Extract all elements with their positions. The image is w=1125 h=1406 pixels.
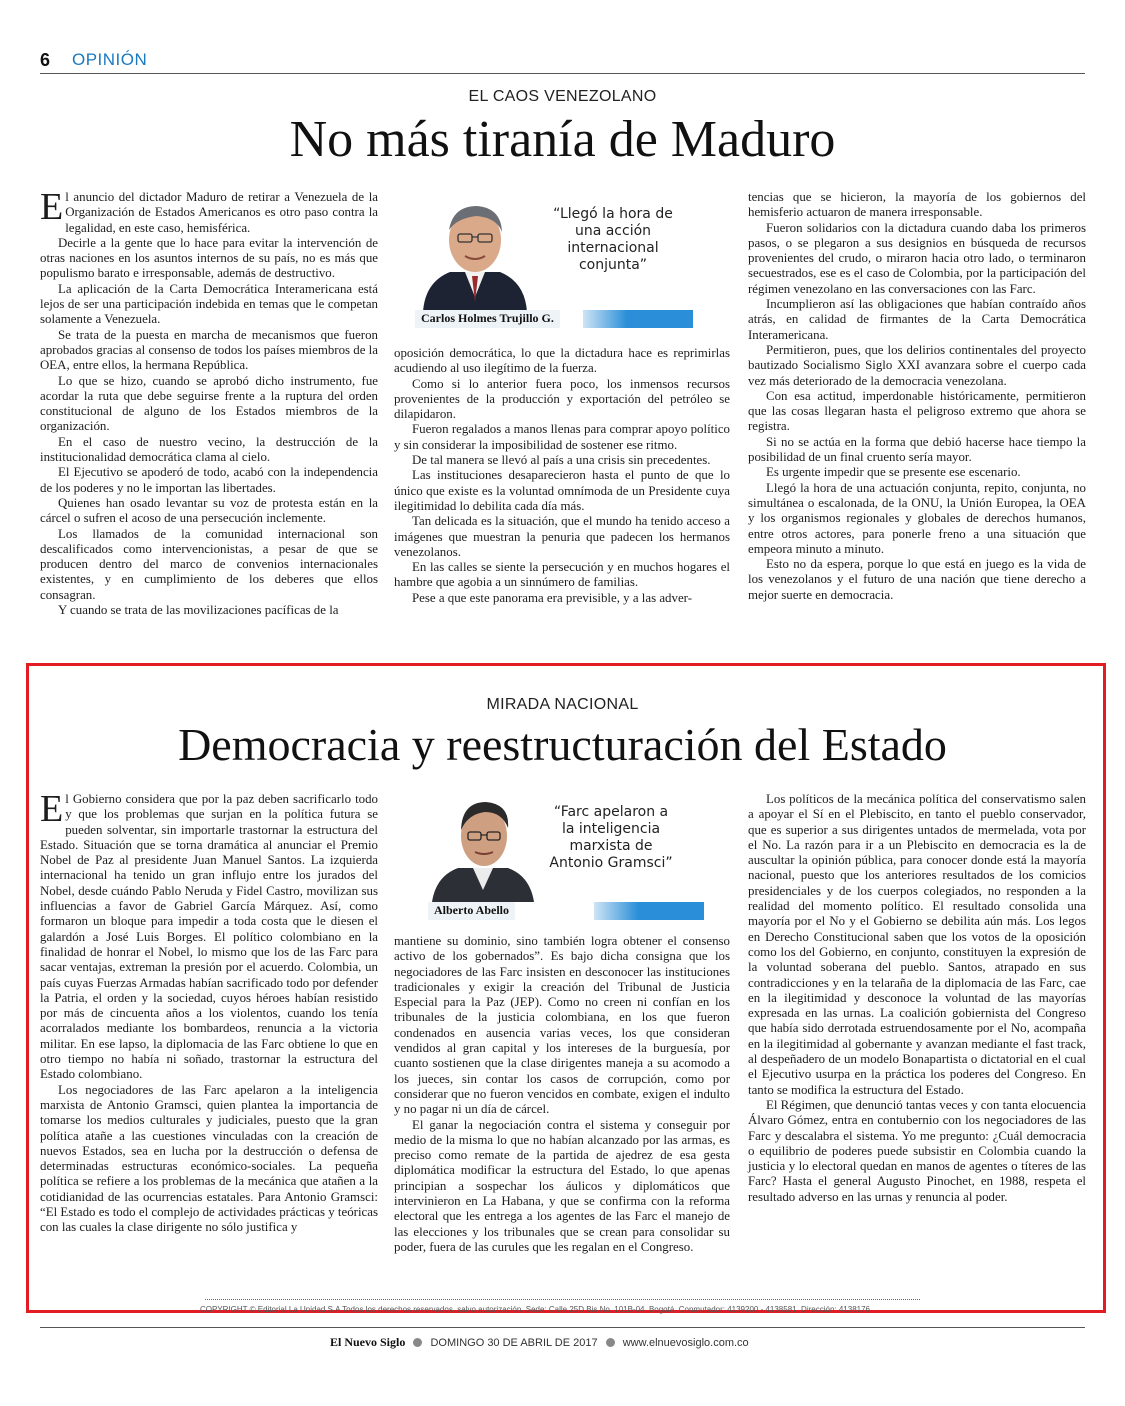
article-mirada-nacional (40, 696, 1085, 1296)
paragraph: Si no se actúa en la forma que debió hacerse hace tiempo la posibilidad de un final cruento sería mayor. (748, 434, 1086, 465)
paragraph: Se trata de la puesta en marcha de mecanismos que fueron aprobados gracias al consenso de todos los países miembros de la OEA, entre ellos, la hermana República. (40, 327, 378, 373)
page-footer (330, 1335, 749, 1350)
copyright-line: COPYRIGHT © Editorial La Unidad S.A Todos los derechos reservados, salvo autorización. Sede: Calle 25D Bis No. 101B-04, Bogotá. Conmutador: 4139200 - 4138581, Dirección: 4138176 (200, 1305, 870, 1314)
author-byline-bar (415, 310, 693, 328)
copyright-divider (205, 1299, 920, 1300)
article-column-2 (394, 934, 730, 1255)
article-column-2 (394, 346, 730, 606)
drop-cap: E (40, 788, 64, 830)
pull-quote: “Llegó la hora de una acción internacional conjunta” (553, 206, 673, 273)
paragraph: oposición democrática, lo que la dictadura hace es reprimirlas acudiendo al uso ilegítimo de la fuerza. (394, 346, 730, 376)
paragraph: Permitieron, pues, que los delirios continentales del proyecto bautizado Socialismo Siglo XXI avanzara sobre el cuerpo cada vez más deteriorado de la democracia venezolana. (748, 342, 1086, 388)
paragraph: Fueron solidarios con la dictadura cuando daba los primeros pasos, o se plegaron a sus designios en búsqueda de recursos provenientes del crudo, o miraron hacia otro lado, o terminaron secuestrados, ese es el caso de Colombia, por la participación del régimen venezolano en las conversaciones con las Farc. (748, 220, 1086, 296)
paragraph: Con esa actitud, imperdonable históricamente, permitieron que las cosas llegaran hasta el peligroso extremo que ahora se registra. (748, 388, 1086, 434)
paragraph: El anuncio del dictador Maduro de retirar a Venezuela de la Organización de Estados Americanos es otro paso contra la legalidad, en este caso, hemisférica. (40, 186, 378, 235)
paragraph: Fueron regalados a manos llenas para comprar apoyo político y sin considerar la imposibilidad de sostener ese ritmo. (394, 422, 730, 452)
byline-accent (583, 310, 693, 328)
author-photo (415, 192, 535, 312)
issue-date: DOMINGO 30 DE ABRIL DE 2017 (430, 1337, 598, 1349)
article-column-1 (40, 788, 378, 1236)
paragraph: Quienes han osado levantar su voz de protesta están en la cárcel o sufren el acoso de una persecución inclemente. (40, 495, 378, 526)
page-number: 6 (40, 50, 51, 70)
paragraph: Llegó la hora de una actuación conjunta, repito, conjunta, no simultánea o escalonada, de la ONU, la Unión Europea, la OEA y los organismos regionales y globales de derechos humanos, entre otros actores, para ponerle freno a una situación que empeora minuto a minuto. (748, 480, 1086, 556)
article-headline: No más tiranía de Maduro (289, 111, 836, 168)
article-caos-venezolano (40, 88, 1085, 658)
bullet-icon (413, 1338, 422, 1347)
paragraph: Los llamados de la comunidad internacional son descalificados como intervencionistas, a pesar de que se producen dentro del marco de convenios internacionales existentes, y en cumplimiento de los deberes que ellos consagran. (40, 526, 378, 602)
paragraph: Los políticos de la mecánica política del conservatismo salen a apoyar el Sí en el Plebiscito, en tanto el pueblo conservador, que es superior a sus dirigentes untados de mermelada, vota por el No. La razón para ir a un Plebiscito en democracia es la de auscultar la opinión pública, para conocer donde está la mayoría nacional, puesto que los anteriores resultados de los comicios presidenciales y de los cuerpos colegiados, no responden a la realidad del momento político. El resultado consolida una mayoría por el No y el Gobierno se debilita aún más. Los legos en Derecho Constitucional saben que los votos de la oposición como los del Gobierno, en conjunto, constituyen la expresión de la voluntad soberana del pueblo. Santos, atrapado en sus contradicciones y en la telaraña de la diplomacia de las Farc, cae en la ilegitimidad y desconoce la voluntad de las mayorías expresada en las urnas. La coalición gobiernista del Congreso que había sido derrotada estruendosamente por el No, acompaña en la ilegitimidad al gobernante y avanzan mediante el fast track, al despeñadero de un modelo Bonapartista o dictatorial en el cual el Ejecutivo usurpa en la práctica los poderes del Congreso. En tanto se modifica la estructura del Estado. (748, 792, 1086, 1097)
paragraph: En las calles se siente la persecución y en muchos hogares el hambre que agobia a un sinnúmero de familias. (394, 560, 730, 590)
paragraph: Decirle a la gente que lo hace para evitar la intervención de otras naciones en los asuntos internos de su país, no es más que populismo barato e irresponsable, además de destructivo. (40, 235, 378, 281)
article-column-1 (40, 186, 378, 618)
article-headline: Democracia y reestructuración del Estado (178, 719, 947, 770)
author-name: Carlos Holmes Trujillo G. (415, 310, 560, 328)
author-byline-bar (428, 902, 704, 920)
paragraph: De tal manera se llevó al país a una crisis sin precedentes. (412, 453, 711, 468)
paragraph: El ganar la negociación contra el sistema y conseguir por medio de la misma lo que no habían alcanzado por las armas, es preciso como remate de la partida de ajedrez de esa gesta diplomática modificar la estructura del Estado, lo que apenas principian a sospechar los áulicos y diplomáticos que intervinieron en La Habana, y que se confirma con la reforma electoral que les entrega a los agentes de las Farc el manejo de las elecciones y los tribunales que se crean para consolidar su poder, fuera de las curules que les regalan en el Congreso. (394, 1117, 730, 1254)
website-url: www.elnuevosiglo.com.co (622, 1337, 749, 1349)
paragraph: Pese a que este panorama era previsible, y a las adver- (412, 590, 692, 605)
paragraph: mantiene su dominio, sino también logra obtener el consenso activo de los gobernados”. Es bajo dicha consigna que los negociadores de las Farc insisten en desconocer las instituciones tradicionales y exigir la creación del Tribunal de Justicia Especial para la Paz (JEP). Como no creen ni confían en los tribunales de la justicia colombiana, en los que fueron condenados en ausencia varias veces, los que consideran vendidos al gran capital y los intereses de la burguesía, por cuanto sostienen que la clase dirigentes maneja a su acomodo a los jueces, sin contar los casos de corrupción, como por considerar que no fueron vencidos en combate, exigen el indulto y no pagar ni un día de cárcel. (394, 934, 730, 1117)
article-column-3 (748, 792, 1086, 1205)
paragraph: La aplicación de la Carta Democrática Interamericana está lejos de ser una participación indebida en temas que le competan solamente a Venezuela. (40, 281, 378, 327)
paragraph: En el caso de nuestro vecino, la destrucción de la institucionalidad democrática clama al cielo. (40, 434, 378, 465)
page-header (40, 48, 1085, 74)
byline-accent (594, 902, 704, 920)
drop-cap: E (40, 186, 64, 228)
paragraph: tencias que se hicieron, la mayoría de los gobiernos del hemisferio actuaron de manera irresponsable. (748, 190, 1086, 220)
paragraph: Las instituciones desaparecieron hasta el punto de que lo único que existe es la voluntad omnímoda de un Presidente cuya ilegitimidad lo debilita cada día más. (394, 468, 730, 513)
article-kicker: MIRADA NACIONAL (486, 696, 639, 713)
article-column-3 (748, 190, 1086, 603)
footer-rule (40, 1327, 1085, 1328)
paragraph: Es urgente impedir que se presente ese escenario. (766, 465, 1021, 480)
section-label: OPINIÓN (72, 50, 148, 69)
paragraph: Y cuando se trata de las movilizaciones pacíficas de la (58, 603, 339, 618)
article-kicker: EL CAOS VENEZOLANO (468, 88, 657, 105)
pull-quote: “Farc apelaron a la inteligencia marxista de Antonio Gramsci” (549, 804, 673, 871)
paragraph: Tan delicada es la situación, que el mundo ha tenido acceso a imágenes que muestran la penuria que padecen los hermanos venezolanos. (394, 514, 730, 559)
paragraph: El Gobierno considera que por la paz deben sacrificarlo todo y que los problemas que surjan en la política futura se pueden solventar, sin importarle trastornar la estructura del Estado. Situación que se torna dramática al anunciar el Premio Nobel de Paz al presidente Juan Manuel Santos. La izquierda internacional ha tenido un gran influjo entre los jurados del Nobel, desde cuándo Pablo Neruda y Fidel Castro, movilizan sus influencias a favor de Gabriel García Márquez. Así, como formaron un bloque para impedir a toda costa que le diesen el galardón a José Luis Borges. El político colombiano en la finalidad de honrar el Nobel, lo mismo que los de las Farc para sacar ventajas, extreman la presión por el acuerdo. Colombia, un país cuyas Fuerzas Armadas habían sacrificado todo por defender la Patria, el orden y la sociedad, cuyos héroes habían resistido por más de cincuenta años a los violentos, cuando los tenía acorralados mediante los bombardeos, renuncia a la victoria militar. En ese lapso, la diplomacia de las Farc obtiene lo que en otro tiempo no había ni soñado, trastornar la estructura del Estado colombiano. (40, 788, 378, 1082)
author-name: Alberto Abello (428, 902, 515, 920)
paragraph: Como si lo anterior fuera poco, los inmensos recursos provenientes de la producción y exportación del petróleo se dilapidaron. (394, 376, 730, 422)
paragraph: Incumplieron así las obligaciones que habían contraído años atrás, en calidad de firmantes de la Carta Democrática Interamericana. (748, 297, 1086, 342)
paragraph: El Ejecutivo se apoderó de todo, acabó con la independencia de los poderes y no le importan las libertades. (40, 465, 378, 495)
newspaper-name: El Nuevo Siglo (330, 1335, 406, 1349)
author-photo (428, 792, 538, 902)
paragraph: Lo que se hizo, cuando se aprobó dicho instrumento, fue acordar la ruta que debe seguirse frente a la ruptura del orden constitucional de alguno de los Estados miembros de la organización. (40, 373, 378, 434)
paragraph: El Régimen, que denunció tantas veces y con tanta elocuencia Álvaro Gómez, entra en contubernio con los negociadores de las Farc y descalabra el sistema. Yo me pregunto: ¿Cuál democracia o equilibrio de poderes puede subsistir en Colombia cuando la justicia y lo electoral quedan en manos de agentes o títeres de las Farc? Hasta el general Augusto Pinochet, en 1988, respeta el resultado adverso en las urnas y renuncia al poder. (748, 1097, 1086, 1204)
bullet-icon (606, 1338, 615, 1347)
paragraph: Los negociadores de las Farc apelaron a la inteligencia marxista de Antonio Gramsci, quien plantea la importancia de tomarse los medios culturales y judiciales, puesto que la gran política atañe a las cuestiones vinculadas con la creación de nuevos Estados, sea en lucha por la destrucción o defensa de determinadas estructuras económico-sociales. La pequeña política se refiere a los problemas de la mecánica que atañen a la cotidianidad de las ocurrencias estatales. Para Antonio Gramsci: “El Estado es todo el complejo de actividades prácticas y teóricas con las cuales la clase dirigente no sólo justifica y (40, 1082, 378, 1235)
paragraph: Esto no da espera, porque lo que está en juego es la vida de los venezolanos y el futuro de una nación que tiene derecho a mejor suerte en democracia. (748, 557, 1086, 602)
